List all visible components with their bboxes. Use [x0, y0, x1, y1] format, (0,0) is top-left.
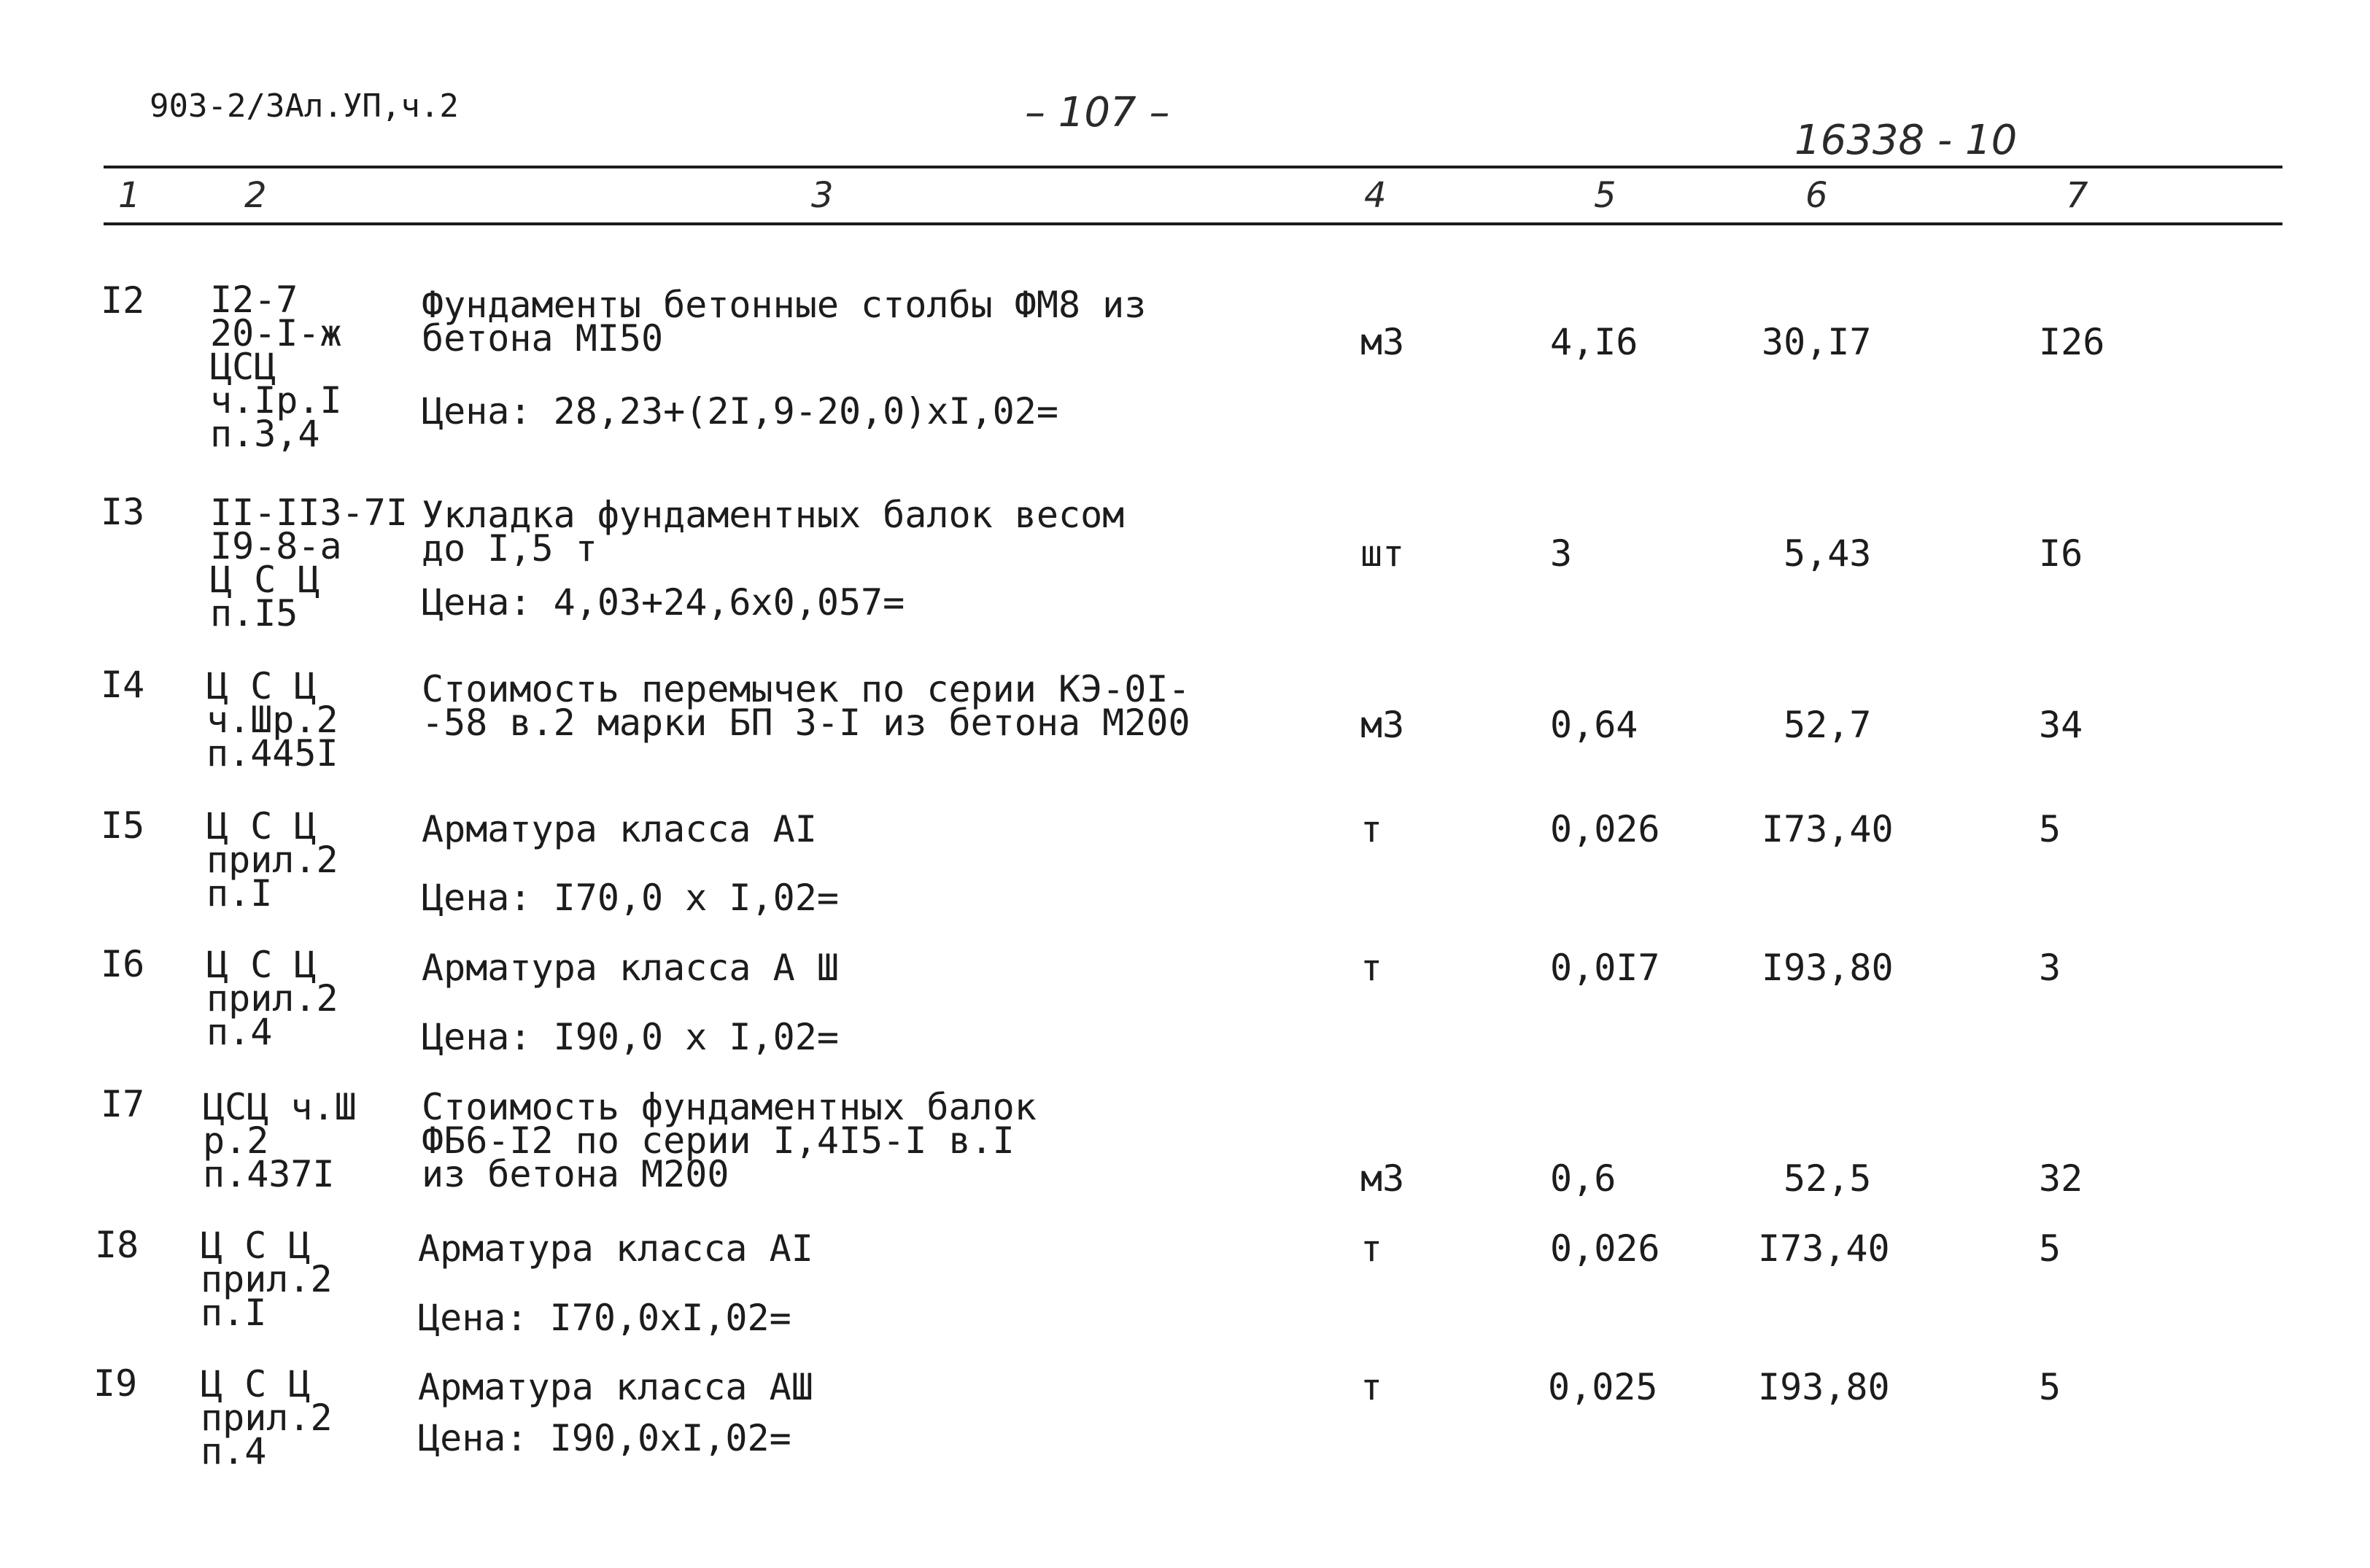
- reference-line: Ц С Ц: [206, 944, 317, 986]
- row-number: I9: [93, 1362, 138, 1405]
- work-description: [422, 494, 1125, 570]
- work-description: Арматура класса АI: [418, 1227, 813, 1270]
- page-number: – 107 –: [1025, 89, 1170, 136]
- reference-line: Ц С Ц: [201, 1224, 311, 1267]
- work-description: [422, 284, 1147, 360]
- column-header: 7: [2066, 175, 2088, 216]
- reference-code: [201, 1363, 333, 1472]
- unit-cost: 52,7: [1784, 704, 1872, 746]
- unit: м3: [1360, 321, 1405, 363]
- quantity: 3: [1550, 532, 1573, 575]
- total-cost: 34: [2039, 704, 2083, 746]
- reference-line: Ц С Ц: [206, 665, 317, 707]
- unit: т: [1360, 808, 1383, 850]
- reference-line: п.437I: [203, 1153, 335, 1195]
- reference-line: ЦСЦ: [210, 346, 276, 388]
- work-description: [422, 668, 1190, 744]
- price-formula: Цена: I90,0 х I,02=: [422, 1016, 839, 1058]
- unit: т: [1360, 1366, 1383, 1408]
- unit-cost: I73,40: [1762, 808, 1894, 850]
- reference-code: [201, 1224, 333, 1334]
- reference-line: 20-I-ж: [210, 312, 342, 354]
- description-line: Укладка фундаментных балок весом: [422, 494, 1125, 536]
- total-cost: 32: [2039, 1157, 2083, 1200]
- unit-cost: I93,80: [1758, 1366, 1890, 1408]
- reference-line: п.445I: [206, 732, 338, 775]
- reference-line: Ц С Ц: [210, 559, 320, 601]
- total-cost: 3: [2039, 947, 2061, 989]
- work-description: Арматура класса А Ш: [422, 947, 839, 989]
- work-description: Арматура класса АI: [422, 808, 817, 850]
- total-cost: 5: [2039, 1366, 2061, 1408]
- reference-line: прил.2: [201, 1258, 333, 1300]
- unit: шт: [1360, 532, 1405, 575]
- reference-code: [206, 665, 338, 775]
- quantity: 0,026: [1550, 808, 1660, 850]
- row-number: I6: [101, 943, 145, 985]
- total-cost: I6: [2039, 532, 2083, 575]
- reference-line: I9-8-а: [210, 525, 342, 567]
- reference-line: прил.2: [206, 977, 338, 1020]
- price-formula: Цена: I70,0хI,02=: [418, 1297, 791, 1339]
- total-cost: I26: [2039, 321, 2105, 363]
- description-line: до I,5 т: [422, 527, 597, 570]
- price-formula: Цена: I90,0хI,02=: [418, 1417, 791, 1459]
- reference-line: ЦСЦ ч.Ш: [203, 1086, 357, 1128]
- unit: т: [1360, 947, 1383, 989]
- price-formula: Цена: 4,03+24,6х0,057=: [422, 581, 905, 624]
- column-header: 5: [1594, 175, 1616, 216]
- row-number: I4: [101, 664, 145, 706]
- reference-code: [210, 492, 408, 634]
- column-header: 3: [811, 175, 834, 216]
- quantity: 0,64: [1550, 704, 1638, 746]
- reference-line: п.I: [201, 1292, 267, 1334]
- total-cost: 5: [2039, 808, 2061, 850]
- reference-line: р.2: [203, 1119, 269, 1162]
- document-code: 903-2/3Ал.УП,ч.2: [150, 88, 459, 125]
- column-header: 6: [1805, 175, 1828, 216]
- unit: т: [1360, 1227, 1383, 1270]
- work-description: Арматура класса АШ: [418, 1366, 813, 1408]
- description-line: бетона МI50: [422, 317, 664, 360]
- quantity: 4,I6: [1550, 321, 1638, 363]
- reference-line: п.4: [206, 1011, 273, 1053]
- unit: м3: [1360, 1157, 1405, 1200]
- reference-line: п.I5: [210, 592, 298, 634]
- quantity: 0,025: [1548, 1366, 1658, 1408]
- description-line: ФБ6-I2 по серии I,4I5-I в.I: [422, 1119, 1015, 1162]
- quantity: 0,6: [1550, 1157, 1616, 1200]
- header-bottom-rule: [104, 222, 2282, 225]
- column-header: 4: [1364, 175, 1387, 216]
- price-formula: Цена: I70,0 х I,02=: [422, 877, 839, 919]
- total-cost: 5: [2039, 1227, 2061, 1270]
- reference-line: Ц С Ц: [201, 1363, 311, 1405]
- reference-line: прил.2: [201, 1397, 333, 1439]
- reference-line: ч.Шр.2: [206, 699, 338, 741]
- description-line: из бетона М200: [422, 1153, 729, 1195]
- column-header: 2: [244, 175, 267, 216]
- description-line: Стоимость перемычек по серии КЭ-0I-: [422, 668, 1190, 710]
- reference-line: п.4: [201, 1430, 267, 1472]
- description-line: Фундаменты бетонные столбы ФМ8 из: [422, 284, 1147, 326]
- quantity: 0,0I7: [1550, 947, 1660, 989]
- price-formula: Цена: 28,23+(2I,9-20,0)хI,02=: [422, 390, 1058, 432]
- reference-code: [206, 944, 338, 1053]
- row-number: I2: [101, 279, 145, 322]
- reference-line: II-II3-7I: [210, 492, 408, 534]
- column-header: 1: [118, 175, 141, 216]
- row-number: I8: [95, 1224, 139, 1266]
- unit-cost: I93,80: [1762, 947, 1894, 989]
- header-top-rule: [104, 166, 2282, 168]
- row-number: I7: [101, 1083, 145, 1125]
- work-description: [422, 1086, 1037, 1195]
- archive-number: 16338 - 10: [1794, 117, 2018, 164]
- unit-cost: 52,5: [1784, 1157, 1872, 1200]
- reference-line: Ц С Ц: [206, 805, 317, 847]
- reference-code: [206, 805, 338, 915]
- unit: м3: [1360, 704, 1405, 746]
- description-line: Стоимость фундаментных балок: [422, 1086, 1037, 1128]
- reference-line: п.3,4: [210, 413, 320, 455]
- reference-line: ч.Iр.I: [210, 379, 342, 422]
- unit-cost: 5,43: [1784, 532, 1872, 575]
- description-line: -58 в.2 марки БП 3-I из бетона М200: [422, 702, 1190, 744]
- reference-line: I2-7: [210, 279, 298, 321]
- row-number: I5: [101, 804, 145, 847]
- unit-cost: I73,40: [1758, 1227, 1890, 1270]
- reference-code: [210, 279, 342, 455]
- quantity: 0,026: [1550, 1227, 1660, 1270]
- reference-line: прил.2: [206, 839, 338, 881]
- row-number: I3: [101, 491, 145, 533]
- reference-line: п.I: [206, 872, 273, 915]
- reference-code: [203, 1086, 357, 1195]
- unit-cost: 30,I7: [1762, 321, 1872, 363]
